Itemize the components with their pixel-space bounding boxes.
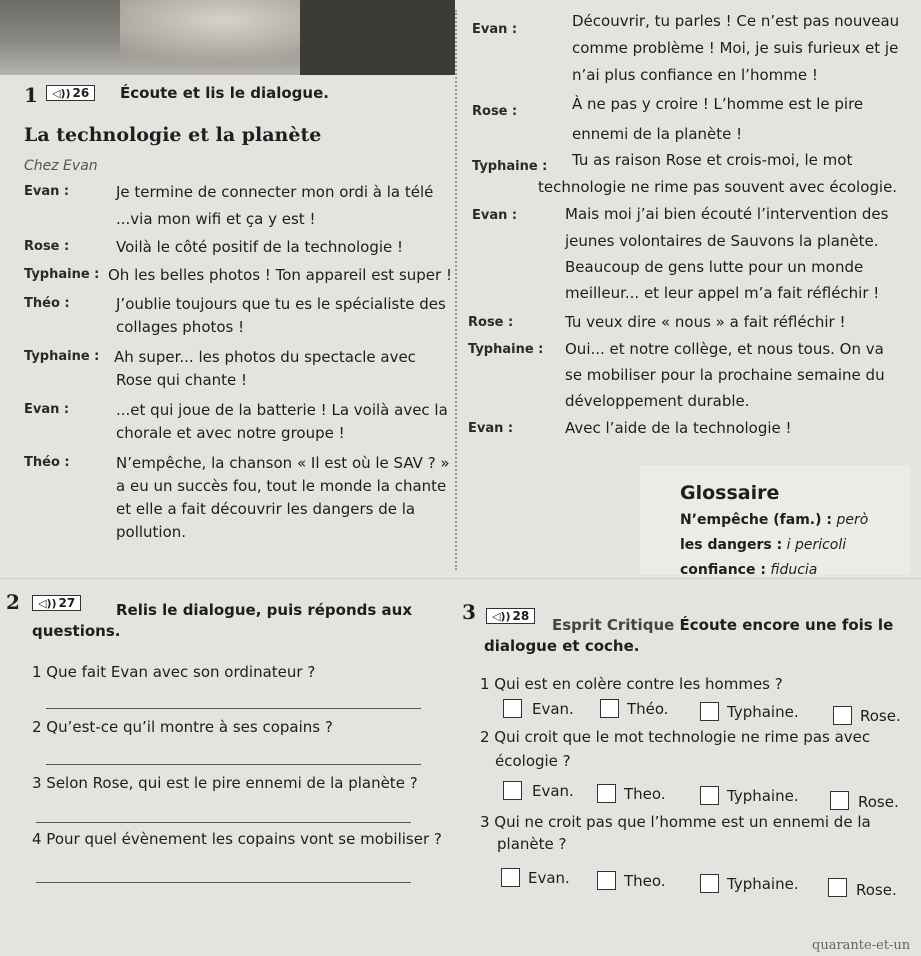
question: 3 Qui ne croit pas que l’homme est un ennemi de la — [480, 813, 871, 831]
dialogue-line: J’oublie toujours que tu es le spécialiste des — [116, 295, 446, 313]
dialogue-line: N’empêche, la chanson « Il est où le SAV ? » — [116, 454, 450, 472]
dialogue-line: Oh les belles photos ! Ton appareil est super ! — [108, 266, 452, 284]
question: 4 Pour quel évènement les copains vont se mobiliser ? — [32, 830, 442, 848]
exercise-2-number: 2 — [6, 590, 20, 614]
question: 3 Selon Rose, qui est le pire ennemi de la planète ? — [32, 774, 418, 792]
exercise-3-track[interactable]: ◁)) 28 — [486, 605, 535, 624]
option-label: Evan. — [532, 782, 574, 800]
dialogue-line: n’ai plus confiance en l’homme ! — [572, 66, 818, 84]
checkbox[interactable] — [833, 706, 852, 725]
question-cont: planète ? — [497, 835, 567, 853]
answer-line[interactable] — [36, 882, 411, 883]
speaker-label: Evan : — [24, 402, 70, 417]
dialogue-line: ennemi de la planète ! — [572, 125, 743, 143]
exercise-1-number: 1 — [24, 83, 38, 107]
dialogue-title: La technologie et la planète — [24, 124, 322, 146]
option-label: Rose. — [860, 707, 901, 725]
speaker-label: Typhaine : — [24, 349, 100, 364]
question: 1 Que fait Evan avec son ordinateur ? — [32, 663, 316, 681]
dialogue-line: collages photos ! — [116, 318, 245, 336]
dialogue-line: Oui... et notre collège, et nous tous. On va — [565, 340, 884, 358]
dialogue-line: Mais moi j’ai bien écouté l’intervention des — [565, 205, 889, 223]
dialogue-line: Tu veux dire « nous » a fait réfléchir ! — [565, 313, 846, 331]
dialogue-setting: Chez Evan — [24, 158, 98, 174]
page-number-text: quarante-et-un — [812, 938, 911, 953]
speaker-label: Rose : — [468, 315, 514, 330]
option-label: Théo. — [627, 700, 669, 718]
question: 1 Qui est en colère contre les hommes ? — [480, 675, 783, 693]
dialogue-line: Ah super... les photos du spectacle avec — [114, 348, 416, 366]
checkbox[interactable] — [501, 868, 520, 887]
exercise-2-instruction: Relis le dialogue, puis réponds aux — [116, 601, 413, 619]
exercise-3-number: 3 — [462, 600, 476, 624]
dialogue-line: chorale et avec notre groupe ! — [116, 424, 345, 442]
exercise-3-instruction-cont: dialogue et coche. — [484, 637, 640, 655]
speaker-icon: ◁)) — [492, 610, 511, 623]
speaker-label: Théo : — [24, 455, 70, 470]
exercise-1-instruction: Écoute et lis le dialogue. — [120, 84, 329, 102]
dialogue-line: Beaucoup de gens lutte pour un monde — [565, 258, 864, 276]
exercise-1-track[interactable]: ◁)) 26 — [46, 82, 95, 101]
checkbox[interactable] — [600, 699, 619, 718]
dialogue-line: Voilà le côté positif de la technologie ! — [116, 238, 404, 256]
option-label: Rose. — [858, 793, 899, 811]
speaker-label: Evan : — [472, 208, 518, 223]
speaker-label: Evan : — [472, 22, 518, 37]
dialogue-line: pollution. — [116, 523, 187, 541]
photo-shadow — [300, 0, 455, 75]
speaker-label: Typhaine : — [24, 267, 100, 282]
dialogue-line: meilleur... et leur appel m’a fait réfléchir ! — [565, 284, 880, 302]
checkbox[interactable] — [700, 702, 719, 721]
option-label: Theo. — [624, 785, 666, 803]
glossary-entry: les dangers : i pericoli — [680, 537, 847, 553]
speaker-icon: ◁)) — [38, 597, 57, 610]
speaker-label: Evan : — [468, 421, 514, 436]
checkbox[interactable] — [597, 871, 616, 890]
dialogue-line: a eu un succès fou, tout le monde la chante — [116, 477, 447, 495]
header-photo — [0, 0, 455, 75]
speaker-label: Théo : — [24, 296, 70, 311]
option-label: Typhaine. — [727, 787, 799, 805]
answer-line[interactable] — [46, 764, 421, 765]
glossary-entry: N’empêche (fam.) : però — [680, 512, 869, 528]
speaker-label: Rose : — [24, 239, 70, 254]
glossary-title: Glossaire — [680, 482, 780, 504]
exercise-3-instruction: Esprit Critique Écoute encore une fois le — [552, 616, 894, 634]
question: 2 Qui croit que le mot technologie ne rime pas avec — [480, 728, 871, 746]
checkbox[interactable] — [830, 791, 849, 810]
dialogue-line: Tu as raison Rose et crois-moi, le mot — [572, 151, 853, 169]
dialogue-line: comme problème ! Moi, je suis furieux et je — [572, 39, 899, 57]
option-label: Rose. — [856, 881, 897, 899]
speaker-icon: ◁)) — [52, 87, 71, 100]
option-label: Evan. — [532, 700, 574, 718]
dialogue-line: développement durable. — [565, 392, 750, 410]
dialogue-line: technologie ne rime pas souvent avec écologie. — [538, 178, 898, 196]
dialogue-line: Je termine de connecter mon ordi à la télé — [116, 183, 434, 201]
question-cont: écologie ? — [495, 752, 571, 770]
glossary-entry: confiance : fiducia — [680, 562, 818, 578]
checkbox[interactable] — [700, 786, 719, 805]
option-label: Theo. — [624, 872, 666, 890]
exercise-2-track[interactable]: ◁)) 27 — [32, 592, 81, 611]
dialogue-line: se mobiliser pour la prochaine semaine du — [565, 366, 885, 384]
speaker-label: Evan : — [24, 184, 70, 199]
checkbox[interactable] — [503, 781, 522, 800]
dialogue-line: Avec l’aide de la technologie ! — [565, 419, 792, 437]
dialogue-line: Découvrir, tu parles ! Ce n’est pas nouveau — [572, 12, 900, 30]
column-divider — [455, 10, 457, 570]
dialogue-line: Rose qui chante ! — [116, 371, 248, 389]
answer-line[interactable] — [36, 822, 411, 823]
dialogue-line: ...via mon wifi et ça y est ! — [116, 210, 316, 228]
checkbox[interactable] — [828, 878, 847, 897]
question: 2 Qu’est-ce qu’il montre à ses copains ? — [32, 718, 333, 736]
speaker-label: Typhaine : — [472, 159, 548, 174]
section-divider — [0, 578, 921, 579]
dialogue-line: À ne pas y croire ! L’homme est le pire — [572, 95, 864, 113]
option-label: Typhaine. — [727, 703, 799, 721]
speaker-label: Typhaine : — [468, 342, 544, 357]
checkbox[interactable] — [597, 784, 616, 803]
exercise-2-instruction-cont: questions. — [32, 622, 121, 640]
checkbox[interactable] — [503, 699, 522, 718]
checkbox[interactable] — [700, 874, 719, 893]
option-label: Typhaine. — [727, 875, 799, 893]
dialogue-line: ...et qui joue de la batterie ! La voilà avec la — [116, 401, 448, 419]
option-label: Evan. — [528, 869, 570, 887]
answer-line[interactable] — [46, 708, 421, 709]
dialogue-line: et elle a fait découvrir les dangers de la — [116, 500, 416, 518]
speaker-label: Rose : — [472, 104, 518, 119]
dialogue-line: jeunes volontaires de Sauvons la planète. — [565, 232, 879, 250]
